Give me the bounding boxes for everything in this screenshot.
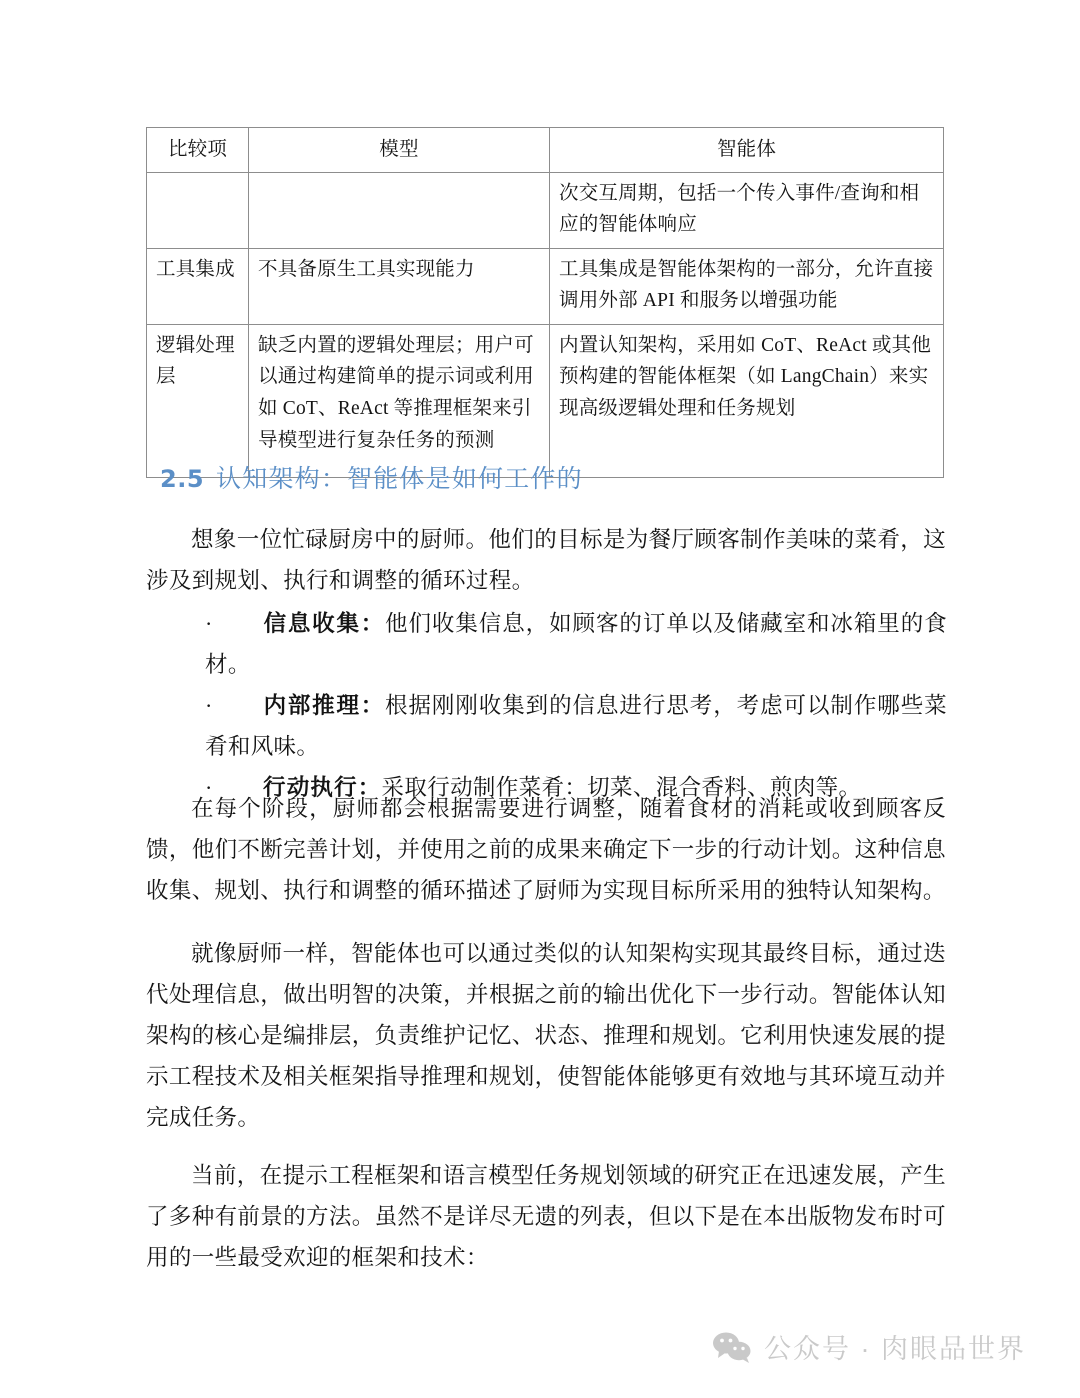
comparison-table	[146, 127, 944, 478]
paragraph-closing: 当前，在提示工程框架和语言模型任务规划领域的研究正在迅速发展，产生了多种有前景的方法。虽然不是详尽无遗的列表，但以下是在本出版物发布时可用的一些最受欢迎的框架和技术：	[146, 1163, 946, 1270]
bullet-marker-icon: ·	[205, 693, 213, 718]
list-item-text: 采取行动制作菜肴：切菜、混合香料、煎肉等。	[381, 775, 862, 800]
list-item-lead: 行动执行：	[263, 775, 382, 800]
section-heading	[160, 459, 583, 495]
paragraph-intro: 想象一位忙碌厨房中的厨师。他们的目标是为餐厅顾客制作美味的菜肴，这涉及到规划、执行和调整的循环过程。	[146, 527, 946, 593]
paragraph-after-bullets: 在每个阶段，厨师都会根据需要进行调整，随着食材的消耗或收到顾客反馈，他们不断完善计划，并使用之前的成果来确定下一步的行动计划。这种信息收集、规划、执行和调整的循环描述了厨师为实现目标所采用的独特认知架构。	[146, 796, 946, 903]
table-row	[147, 248, 944, 324]
cell-compare-item	[147, 172, 249, 248]
wechat-icon	[712, 1331, 752, 1363]
watermark	[712, 1327, 1026, 1366]
bullet-marker-icon: ·	[205, 611, 213, 636]
list-item-lead: 内部推理：	[263, 693, 386, 718]
cell-agent: 内置认知架构，采用如 CoT、ReAct 或其他预构建的智能体框架（如 LangChain）来实现高级逻辑处理和任务规划	[550, 324, 944, 477]
table-row	[147, 324, 944, 477]
list-item-lead: 信息收集：	[263, 611, 386, 636]
table-row	[147, 172, 944, 248]
cell-model: 缺乏内置的逻辑处理层；用户可以通过构建简单的提示词或利用如 CoT、ReAct 等推理框架来引导模型进行复杂任务的预测	[249, 324, 550, 477]
table-header-model: 模型	[249, 128, 550, 173]
cell-agent: 工具集成是智能体架构的一部分，允许直接调用外部 API 和服务以增强功能	[550, 248, 944, 324]
list-item	[205, 685, 947, 767]
cell-agent: 次交互周期，包括一个传入事件/查询和相应的智能体响应	[550, 172, 944, 248]
cell-model: 不具备原生工具实现能力	[249, 248, 550, 324]
list-item-text: 他们收集信息，如顾客的订单以及储藏室和冰箱里的食材。	[205, 611, 947, 677]
list-item	[205, 603, 947, 685]
bullet-list	[205, 603, 947, 808]
cell-model	[249, 172, 550, 248]
table-header-row	[147, 128, 944, 173]
cell-compare-item: 逻辑处理层	[147, 324, 249, 477]
bullet-marker-icon: ·	[205, 775, 213, 800]
cell-compare-item: 工具集成	[147, 248, 249, 324]
watermark-text: 公众号 · 肉眼品世界	[764, 1334, 1026, 1364]
comparison-table-container	[146, 127, 943, 478]
list-item-text: 根据刚刚收集到的信息进行思考，考虑可以制作哪些菜肴和风味。	[205, 693, 947, 759]
section-number: 2.5	[160, 465, 205, 493]
section-title: 认知架构：智能体是如何工作的	[216, 466, 583, 493]
paragraph-agent-analogy: 就像厨师一样，智能体也可以通过类似的认知架构实现其最终目标，通过迭代处理信息，做出明智的决策，并根据之前的输出优化下一步行动。智能体认知架构的核心是编排层，负责维护记忆、状态、推理和规划。它利用快速发展的提示工程技术及相关框架指导推理和规划，使智能体能够更有效地与其环境互动并完成任务。	[146, 941, 946, 1130]
table-header-compare-item: 比较项	[147, 128, 249, 173]
table-header-agent: 智能体	[550, 128, 944, 173]
